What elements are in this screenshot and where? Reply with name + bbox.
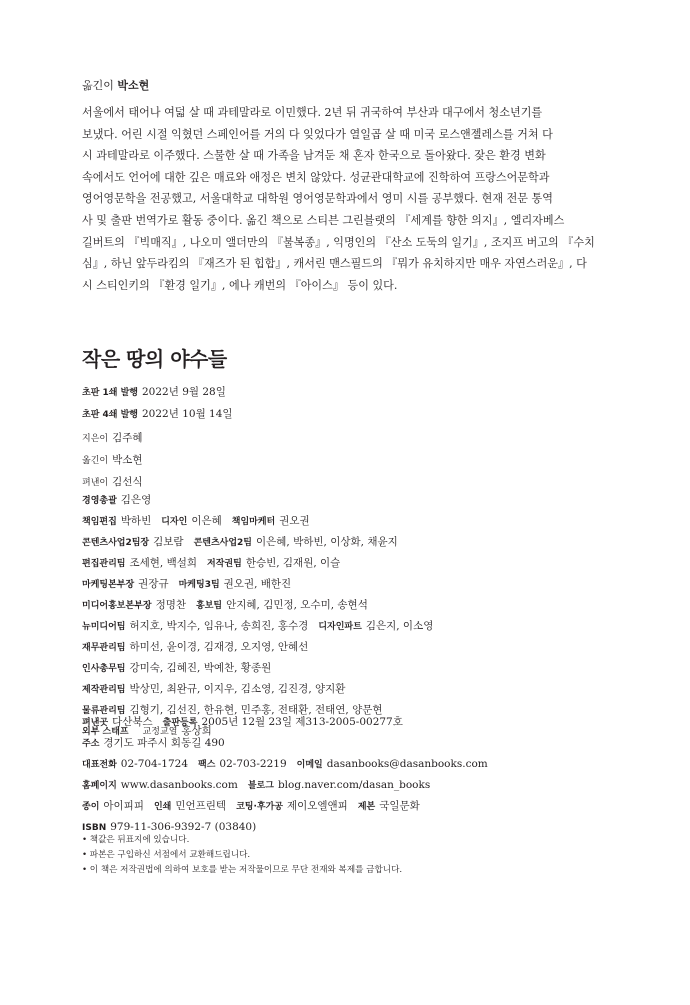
staff-row [82,553,433,574]
credit-value: 김선식 [112,476,143,488]
field-value: 02-703-2219 [219,758,287,770]
note-item: • 파본은 구입하신 서점에서 교환해드립니다. [82,850,251,860]
credits [82,428,143,494]
edition-row [82,404,233,426]
field-value: 김은지, 이소영 [365,620,434,632]
staff-list [82,490,433,742]
staff-row [82,574,433,595]
field-label: 재무관리팀 [82,643,126,653]
field-label: 출판등록 [162,718,198,728]
field-value: 김형기, 김선진, 한유현, 민주홍, 전태환, 전태연, 양문현 [129,704,383,716]
credit-value: 김주혜 [112,432,143,444]
field-label: 이메일 [296,760,323,770]
field-value: 김은영 [120,494,152,506]
field-label: 코팅·후가공 [236,802,283,812]
credit-label: 옮긴이 [82,456,109,466]
field-label: 마케팅본부장 [82,580,135,590]
field-value: blog.naver.com/dasan_books [277,779,431,791]
book-title: 작은 땅의 야수들 [82,347,227,371]
field-value: 정명찬 [155,599,186,611]
field-label: 인쇄 [153,802,172,812]
field-value: 권장규 [138,578,169,590]
credit-label: 지은이 [82,434,109,444]
field-label: 제작관리팀 [82,685,126,695]
field-label: 대표전화 [82,760,117,770]
bio-line: 시 과테말라로 이주했다. 스물한 살 때 가족을 남겨둔 채 혼자 한국으로 돌아왔다. 잦은 환경 변화 [82,149,546,163]
credit-value: 박소현 [112,454,143,466]
field-value: 국일문화 [379,800,420,812]
edition-date: 2022년 9월 28일 [142,386,226,398]
field-label: 블로그 [247,781,274,791]
field-value: 이은혜 [191,515,222,527]
staff-row [82,679,433,700]
publisher-row [82,754,488,775]
note-item: • 책값은 뒤표지에 있습니다. [82,835,190,845]
bio-line: 사 및 출판 번역가로 활동 중이다. 옮긴 책으로 스티븐 그린블랫의 『세계를 향한 의지』, 엘리자베스 [82,213,565,227]
field-value: 홍상희 [181,725,212,737]
field-value: 979-11-306-9392-7 (03840) [110,821,257,833]
bio-line: 속에서도 언어에 대한 깊은 매료와 애정은 변치 않았다. 성균관대학교에 진학하여 프랑스어문학과 [82,170,550,184]
translator-role: 옮긴이 [82,79,114,92]
field-label: 미디어홍보본부장 [82,601,152,611]
field-label: 팩스 [198,760,216,770]
field-value: 허지호, 박지수, 임유나, 송희진, 홍수경 [129,620,309,632]
field-label: 편집관리팀 [82,559,126,569]
staff-row [82,658,433,679]
translator-heading [82,78,610,94]
credit-row [82,428,143,450]
staff-row [82,637,433,658]
field-label: 마케팅3팀 [178,580,220,590]
credit-label: 펴낸이 [82,478,109,488]
field-label: 콘텐츠사업2팀 [193,538,252,548]
field-value: 권오권 [279,515,310,527]
field-label: 종이 [82,802,100,812]
field-value: 강미숙, 김혜진, 박예찬, 황종원 [129,662,272,674]
field-label: 디자인파트 [318,622,362,632]
edition-info [82,382,233,426]
field-label: 뉴미디어팀 [82,622,126,632]
notes-list [82,833,402,878]
field-label: 저작권팀 [207,559,242,569]
field-value: 제이오엘앤피 [286,800,348,812]
staff-row [82,511,433,532]
staff-row [82,532,433,553]
field-value: 다산북스 [112,716,153,728]
field-label: 콘텐츠사업2팀장 [82,538,150,548]
staff-row [82,616,433,637]
staff-row [82,490,433,511]
field-label: 제본 [357,802,376,812]
field-value: 박상민, 최완규, 이지우, 김소영, 김진경, 양지환 [129,683,346,695]
field-value: 이은혜, 박하빈, 이상화, 채윤지 [256,536,398,548]
field-value: 아이피피 [103,800,144,812]
field-label: 책임마케터 [231,517,276,527]
publisher-row [82,712,488,733]
staff-row [82,595,433,616]
edition-label: 초판 1쇄 발행 [82,388,138,398]
bio-line: 영어영문학을 전공했고, 서울대학교 대학원 영어영문학과에서 영미 시를 공부했다. 현재 전문 통역 [82,192,553,206]
field-value: 조세현, 백설희 [129,557,198,569]
edition-row [82,382,233,404]
translator-name: 박소현 [117,79,150,92]
publisher-row [82,796,488,817]
bio-line: 서울에서 태어나 여덟 살 때 과테말라로 이민했다. 2년 뒤 귀국하여 부산과 대구에서 청소년기를 [82,106,543,119]
field-label: 경영총괄 [82,496,117,506]
publisher-row [82,775,488,796]
field-value: 2005년 12월 23일 제313-2005-00277호 [201,716,403,728]
field-label: 주소 [82,739,100,749]
bio-line: 심』, 하닌 앞두라킴의 『재즈가 된 힙합』, 캐서린 맨스필드의 『뭐가 유치하지만 매우 자연스러운』, 다 [82,257,587,271]
field-value: 안지혜, 김민정, 오수미, 송현석 [226,599,368,611]
field-value: 하미선, 윤이경, 김재경, 오지영, 안혜선 [129,641,309,653]
bio-line: 길버트의 『빅매직』, 나오미 앨더만의 『불복종』, 익명인의 『산소 도둑의 일기』, 조지프 버고의 『수치 [82,235,595,249]
field-label: 펴낸곳 [82,718,109,728]
edition-label: 초판 4쇄 발행 [82,410,138,420]
bio-line: 보냈다. 어린 시절 익혔던 스페인어를 거의 다 잊었다가 열일곱 살 때 미국 로스앤젤레스를 거쳐 다 [82,127,553,141]
field-label: 책임편집 [82,517,117,527]
field-label: 물류관리팀 [82,706,126,716]
field-value: 김보람 [153,536,184,548]
field-label: 홈페이지 [82,781,117,791]
translator-bio [82,102,610,296]
note-item: • 이 책은 저작권법에 의하여 보호를 받는 저작물이므로 무단 전재와 복제를 금합니다. [82,865,403,875]
translator-section [82,78,610,296]
field-value: 박하빈 [120,515,152,527]
field-label: 외부 스태프 [82,727,129,737]
field-value: 02-704-1724 [120,758,189,770]
credit-row [82,450,143,472]
field-value: 민언프린텍 [175,800,227,812]
field-label: 디자인 [161,517,188,527]
field-value: 권오권, 배한진 [223,578,292,590]
field-label: 인사총무팀 [82,664,126,674]
field-label: ISBN [82,823,107,833]
publisher-info [82,712,488,838]
field-value: dasanbooks@dasanbooks.com [326,758,488,770]
field-label: 홍보팀 [196,601,223,611]
publisher-row [82,733,488,754]
field-value: 한승빈, 김재원, 이슬 [245,557,341,569]
field-value: www.dasanbooks.com [120,779,238,791]
field-value: 경기도 파주시 회동길 490 [103,737,225,749]
bio-line: 시 스티인키의 『환경 일기』, 에나 캐번의 『아이스』 등이 있다. [82,278,398,292]
field-label: 교정교열 [142,727,178,737]
edition-date: 2022년 10월 14일 [142,408,233,420]
